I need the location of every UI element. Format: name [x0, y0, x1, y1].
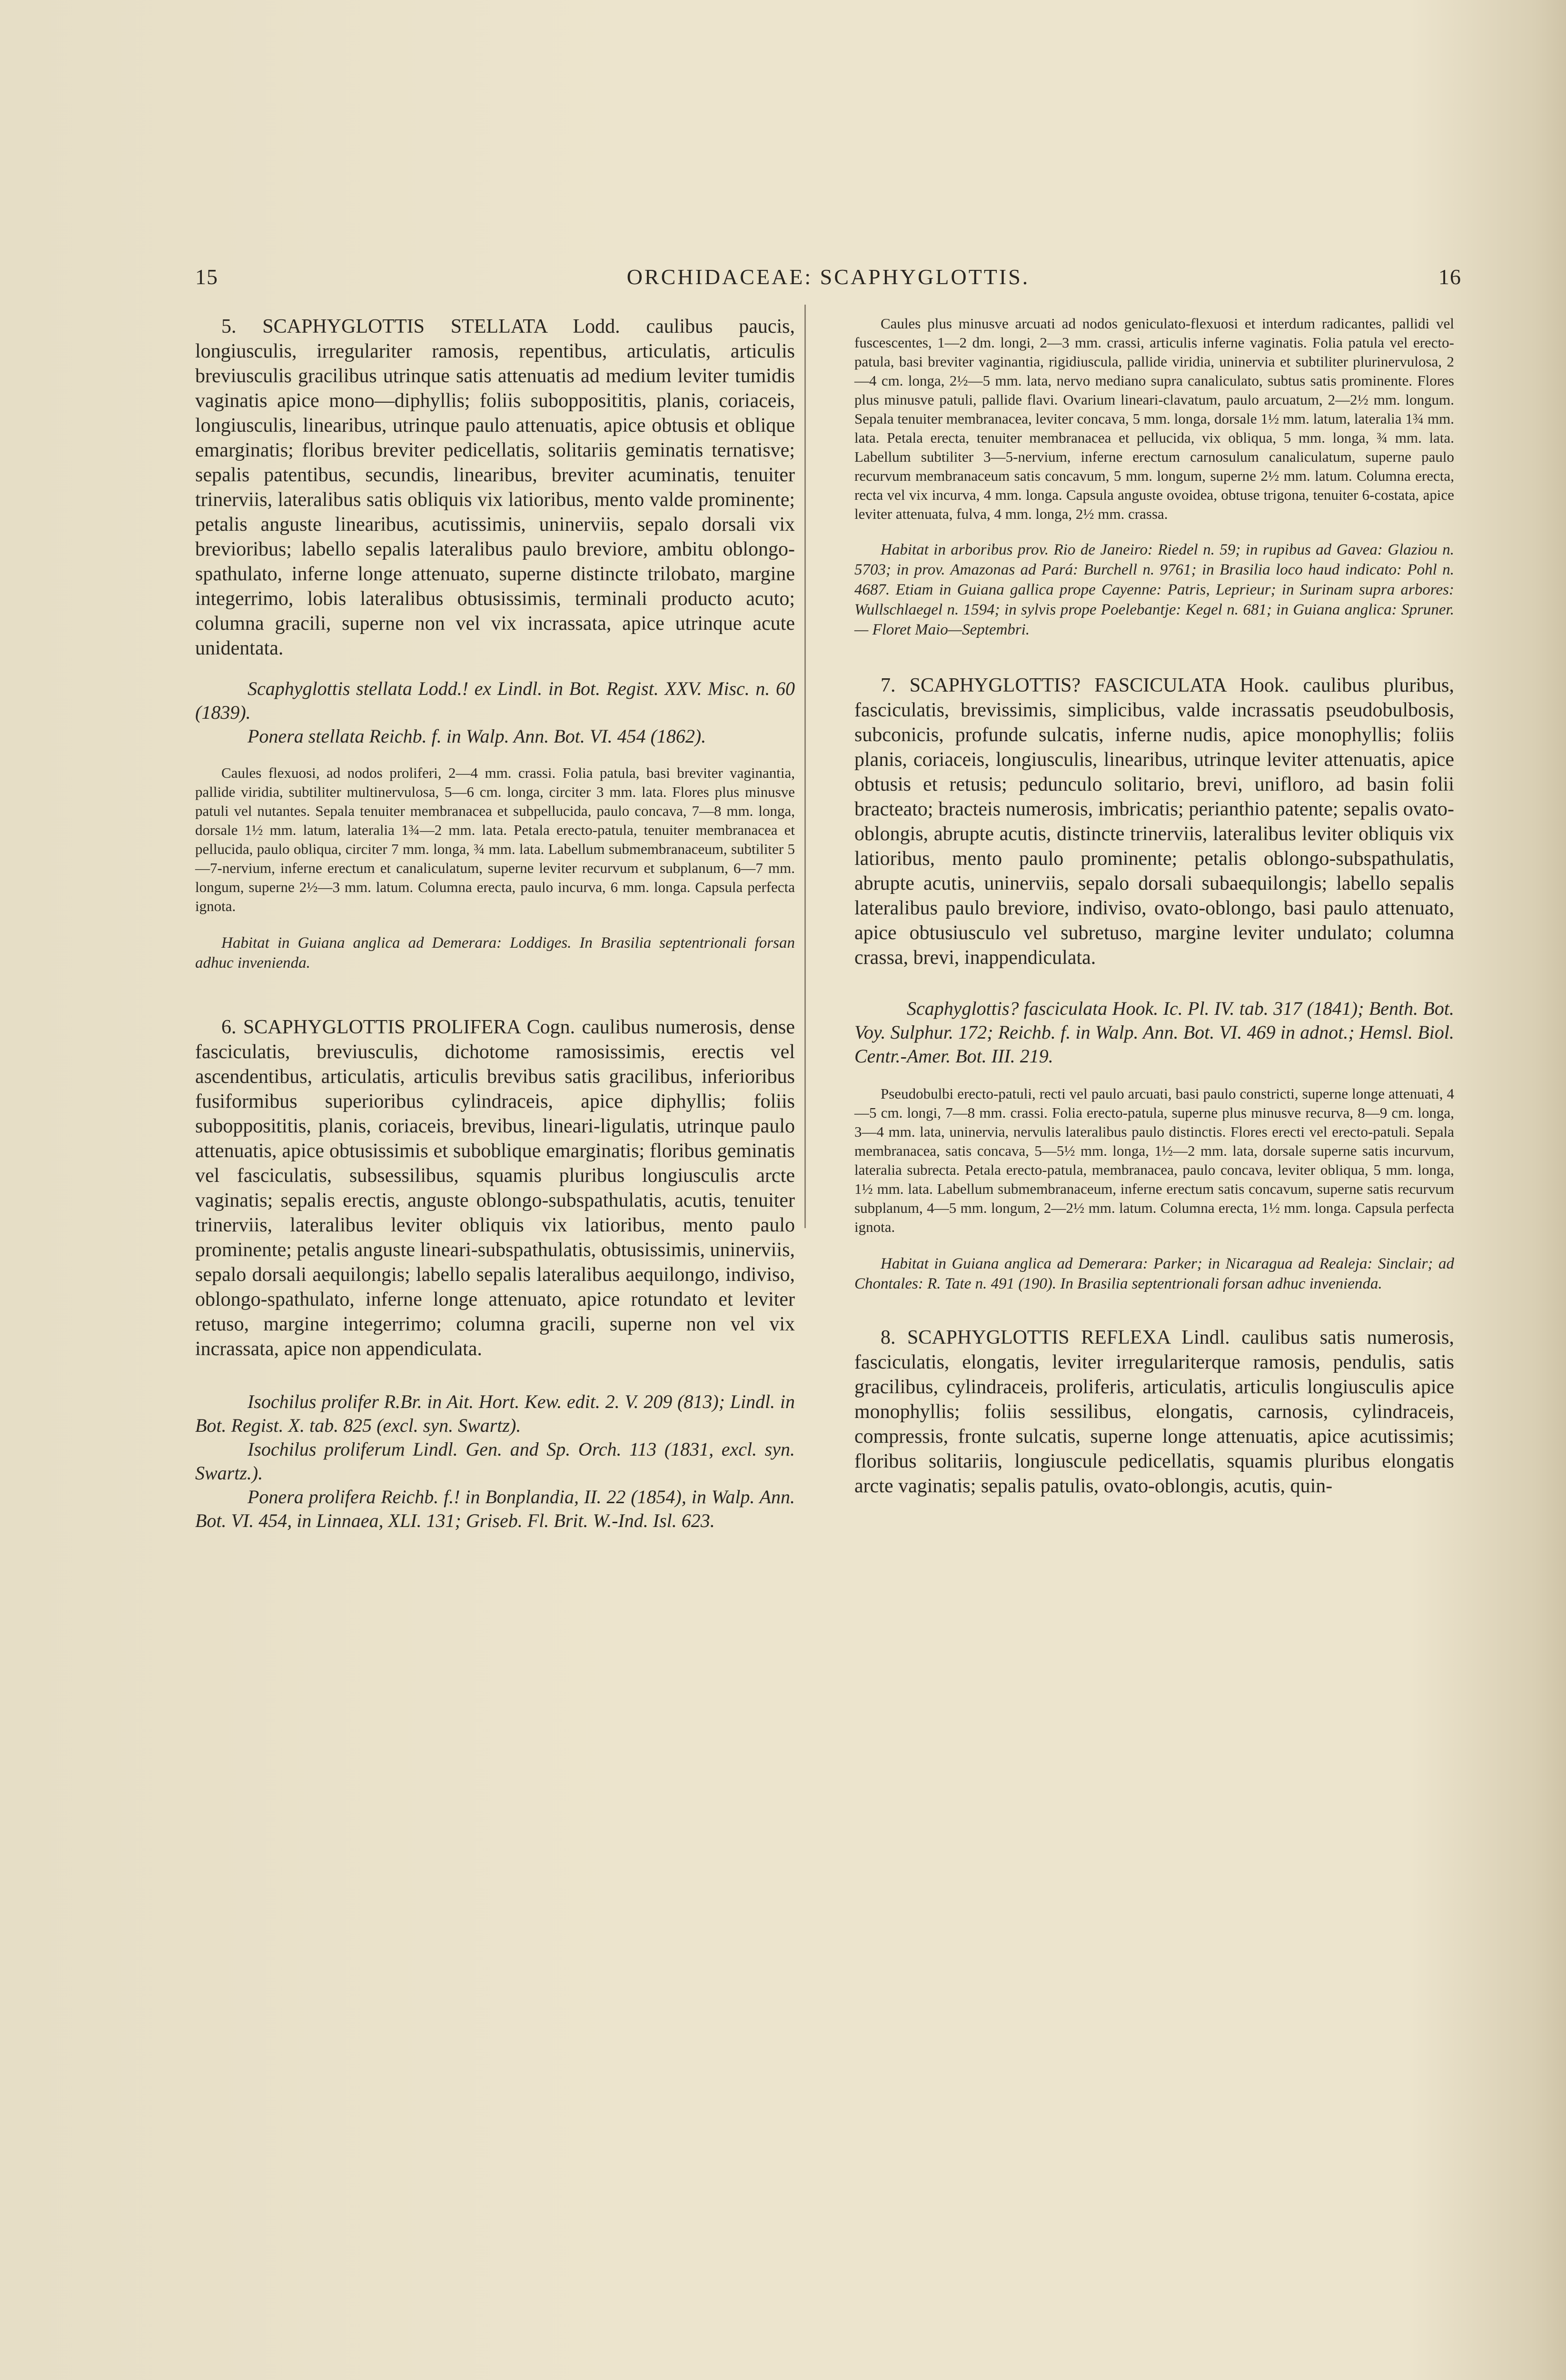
- species-7-synonym: Scaphyglottis? fasciculata Hook. Ic. Pl. IV. tab. 317 (1841); Benth. Bot. Voy. Sulphur. 172; Reichb. f. in Walp. Ann. Bot. VI. 469 in adnot.; Hemsl. Biol. Centr.-Amer. Bot. III. 219.: [854, 998, 1454, 1067]
- species-7-habitat: Habitat in Guiana anglica ad Demerara: Parker; in Nicaragua ad Realeja: Sinclair; ad Chontales: R. Tate n. 491 (190). In Brasilia septentrionali forsan adhuc invenienda.: [854, 1255, 1454, 1292]
- page-header: [195, 264, 1461, 298]
- column-divider: [804, 305, 806, 1228]
- right-column: [854, 309, 1454, 1498]
- species-6-description: 6. SCAPHYGLOTTIS PROLIFERA Cogn. caulibus numerosis, dense fasciculatis, breviusculis, dichotome ramosissimis, erectis vel ascendentibus, articulatis, articulis brevibus satis gracilibus, inferioribus fusiformibus superioribus cylindraceis, apice diphyllis; foliis subopposititis, planis, coriaceis, brevibus, lineari-ligulatis, utrinque paulo attenuatis, apice obtusissimis et suboblique emarginatis; floribus geminatis vel fasciculatis, subsessilibus, squamis pluribus longiusculis arcte vaginatis; sepalis erectis, anguste oblongo-subspathulatis, acutis, tenuiter trinerviis, lateralibus leviter obliquis vix latioribus, mento paulo prominente; petalis anguste lineari-subspathulatis, obtusissimis, uninerviis, sepalo dorsali aequilongis; labello sepalis lateralibus aequilongo, indiviso, oblongo-spathulato, inferne longe attenuato, apice rotundato et leviter retuso, margine integerrimo; columna gracili, superne non vel vix incrassata, apice non appendiculata.: [195, 1016, 795, 1360]
- species-7-details: Pseudobulbi erecto-patuli, recti vel paulo arcuati, basi paulo constricti, superne longe attenuati, 4—5 cm. longi, 7—8 mm. crassi. Folia erecto-patula, superne plus minusve recurva, 8—9 cm. longa, 3—4 mm. lata, uninervia, nervulis lateralibus paulo distinctis. Flores erecti vel erecto-patuli. Sepala membranacea, satis concava, 5—5½ mm. longa, 1½—2 mm. lata, dorsale superne satis incurvum, lateralia subrecta. Petala erecto-patula, membranacea, paulo concava, leviter obliqua, 5 mm. longa, 1½ mm. lata. Labellum submembranaceum, inferne erectum satis concavum, superne satis recurvum subplanum, 4—5 mm. longum, 2—2½ mm. latum. Columna erecta, 1½ mm. longa. Capsula perfecta ignota.: [854, 1085, 1454, 1235]
- species-8-description: 8. SCAPHYGLOTTIS REFLEXA Lindl. caulibus satis numerosis, fasciculatis, elongatis, leviter irregulariterque ramosis, pendulis, satis gracilibus, cylindraceis, proliferis, articulatis, articulis longiusculis apice monophyllis; foliis sessilibus, elongatis, carnosis, cylindraceis, compressis, fronte sulcatis, superne longe attenuatis, apice acutissimis; floribus solitariis, longiuscule pedicellatis, squamis pluribus elongatis arcte vaginatis; sepalis patulis, ovato-oblongis, acutis, quin-: [854, 1327, 1454, 1497]
- species-5-synonym-2: Ponera stellata Reichb. f. in Walp. Ann. Bot. VI. 454 (1862).: [248, 725, 706, 747]
- species-5-synonym-1: Scaphyglottis stellata Lodd.! ex Lindl. in Bot. Regist. XXV. Misc. n. 60 (1839).: [195, 678, 795, 723]
- species-5-habitat: Habitat in Guiana anglica ad Demerara: Loddiges. In Brasilia septentrionali forsan adhuc invenienda.: [195, 934, 795, 972]
- species-6-synonym-3: Ponera prolifera Reichb. f.! in Bonplandia, II. 22 (1854), in Walp. Ann. Bot. VI. 454, in Linnaea, XLI. 131; Griseb. Fl. Brit. W.-Ind. Isl. 623.: [195, 1486, 795, 1531]
- species-7-description: 7. SCAPHYGLOTTIS? FASCICULATA Hook. caulibus pluribus, fasciculatis, brevissimis, simplicibus, valde incrassatis pseudobulbosis, subconicis, profunde sulcatis, inferne nudis, apice monophyllis; foliis planis, coriaceis, longiusculis, linearibus, utrinque leviter attenuatis, apice obtusis et retusis; pedunculo solitario, brevi, unifloro, ad basin folii bracteato; bracteis numerosis, imbricatis; perianthio patente; sepalis ovato-oblongis, abrupte acutis, distincte trinerviis, lateralibus leviter obliquis vix latioribus, mento paulo prominente; petalis oblongo-subspathulatis, abrupte acutis, uninerviis, sepalo dorsali subaequilongis; labello sepalis lateralibus paulo breviore, indiviso, ovato-oblongo, basi paulo attenuato, apice obtusiusculo vel subretuso, margine leviter undulato; columna crassa, brevi, inappendiculata.: [854, 674, 1454, 969]
- species-5-description: 5. SCAPHYGLOTTIS STELLATA Lodd. caulibus paucis, longiusculis, irregulariter ramosis, repentibus, articulatis, articulis breviusculis gracilibus utrinque satis attenuatis ad medium leviter tumidis vaginatis apice mono—diphyllis; foliis subopposititis, planis, coriaceis, longiusculis, linearibus, utrinque paulo attenuatis, apice obtusis et oblique emarginatis; floribus breviter pedicellatis, solitariis geminatis ternatisve; sepalis patentibus, secundis, linearibus, breviter acuminatis, tenuiter trinerviis, lateralibus satis obliquis vix latioribus, mento valde prominente; petalis anguste linearibus, acutissimis, uninerviis, sepalo dorsali vix brevioribus; labello sepalis lateralibus paulo breviore, ambitu oblongo-spathulato, inferne longe attenuato, superne distincte trilobato, margine integerrimo, lobis lateralibus obtusissimis, terminali producto acuto; columna gracili, superne non vel vix incrassata, apice utrinque acute unidentata.: [195, 316, 795, 659]
- species-6-synonym-1: Isochilus prolifer R.Br. in Ait. Hort. Kew. edit. 2. V. 209 (813); Lindl. in Bot. Regist. X. tab. 825 (excl. syn. Swartz).: [195, 1391, 795, 1436]
- species-5-details: Caules flexuosi, ad nodos proliferi, 2—4 mm. crassi. Folia patula, basi breviter vaginantia, pallide viridia, subtiliter multinervulosa, 5—6 cm. longa, circiter 3 mm. lata. Flores plus minusve patuli vel nutantes. Sepala tenuiter membranacea et subpellucida, paulo concava, 7—8 mm. longa, dorsale 1½ mm. latum, lateralia 1¾—2 mm. lata. Petala erecto-patula, tenuiter membranacea et pellucida, paulo obliqua, circiter 7 mm. longa, ¾ mm. lata. Labellum submembranaceum, subtiliter 5—7-nervium, inferne erectum et canaliculatum, superne leviter recurvum et subplanum, 6—7 mm. longum, superne 2½—3 mm. latum. Columna erecta, paulo incurva, 6 mm. longa. Capsula perfecta ignota.: [195, 764, 795, 914]
- right-page-number: 16: [1438, 265, 1461, 289]
- species-6-synonym-2: Isochilus proliferum Lindl. Gen. and Sp. Orch. 113 (1831, excl. syn. Swartz.).: [195, 1438, 795, 1484]
- species-6-habitat: Habitat in arboribus prov. Rio de Janeiro: Riedel n. 59; in rupibus ad Gavea: Glaziou n. 5703; in prov. Amazonas ad Pará: Burchell n. 9761; in Brasilia loco haud indicato: Pohl n. 4687. Etiam in Guiana gallica prope Cayenne: Patris, Leprieur; in Surinam supra arbores: Wullschlaegel n. 1594; in sylvis prope Poelebantje: Kegel n. 681; in Guiana anglica: Spruner. — Floret Maio—Septembri.: [854, 541, 1454, 638]
- left-page-number: 15: [195, 265, 218, 289]
- running-title: ORCHIDACEAE: SCAPHYGLOTTIS.: [626, 265, 1030, 289]
- species-6-details: Caules plus minusve arcuati ad nodos geniculato-flexuosi et interdum radicantes, pallidi vel fuscescentes, 1—2 dm. longi, 2—3 mm. crassi, articulis inferne vaginatis. Folia patula vel erecto-patula, basi breviter vaginantia, rigidiuscula, pallide viridia, uninervia et subtiliter plurinervulosa, 2—4 cm. longa, 2½—5 mm. lata, nervo mediano supra canaliculato, subtus satis prominente. Flores plus minusve patuli, pallide flavi. Ovarium lineari-clavatum, paulo arcuatum, 2—2½ mm. longum. Sepala tenuiter membranacea, leviter concava, 5 mm. longa, dorsale 1½ mm. latum, lateralia 1¾ mm. lata. Petala erecta, tenuiter membranacea et pellucida, vix obliqua, 5 mm. longa, ¾ mm. lata. Labellum subtiliter 3—5-nervium, inferne erectum carnosulum canaliculatum, superne paulo recurvum membranaceum satis concavum, 5 mm. longum, superne 2½ mm. latum. Columna erecta, recta vel vix incurva, 4 mm. longa. Capsula anguste ovoidea, obtuse trigona, tenuiter 6-costata, apice leviter attenuata, fulva, 4 mm. longa, 2½ mm. crassa.: [854, 315, 1454, 522]
- left-column: [195, 309, 795, 1533]
